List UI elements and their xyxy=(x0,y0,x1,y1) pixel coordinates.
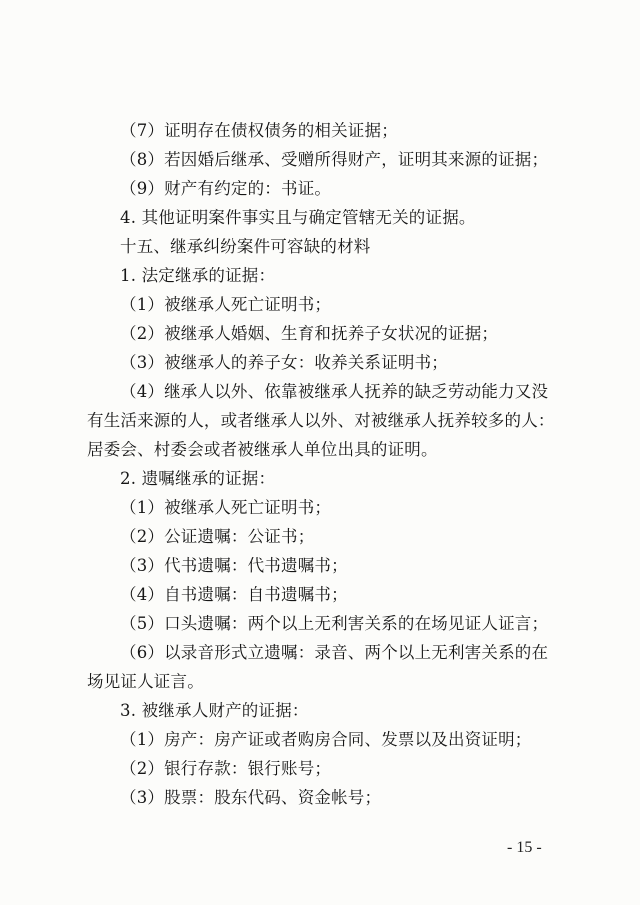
text-line: 1. 法定继承的证据： xyxy=(120,266,276,285)
text-line: 有生活来源的人，或者继承人以外、对被继承人抚养较多的人： xyxy=(87,411,555,430)
text-line: （3）代书遗嘱：代书遗嘱书； xyxy=(120,556,348,575)
page-number: - 15 - xyxy=(507,839,542,856)
document-body xyxy=(87,116,555,812)
text-line: （2）被继承人婚姻、生育和抚养子女状况的证据； xyxy=(120,324,499,343)
text-line: （5）口头遗嘱：两个以上无利害关系的在场见证人证言； xyxy=(120,614,549,633)
text-line: （1）被继承人死亡证明书； xyxy=(120,498,332,517)
text-line: （4）继承人以外、依靠被继承人抚养的缺乏劳动能力又没 xyxy=(120,382,549,401)
text-line: （9）财产有约定的：书证。 xyxy=(120,179,332,198)
text-line: （3）股票：股东代码、资金帐号； xyxy=(120,788,382,807)
text-line: （3）被继承人的养子女：收养关系证明书； xyxy=(120,353,448,372)
text-line: 十五、继承纠纷案件可容缺的材料 xyxy=(120,237,371,256)
text-line: （2）银行存款：银行账号； xyxy=(120,759,332,778)
text-line: 3. 被继承人财产的证据： xyxy=(120,701,309,720)
text-line: （2）公证遗嘱：公证书； xyxy=(120,527,315,546)
text-line: 居委会、村委会或者被继承人单位出具的证明。 xyxy=(87,440,438,459)
text-line: 2. 遗嘱继承的证据： xyxy=(120,469,276,488)
text-line: （1）房产：房产证或者购房合同、发票以及出资证明； xyxy=(120,730,532,749)
text-line: 4. 其他证明案件事实且与确定管辖无关的证据。 xyxy=(120,208,476,227)
text-line: （4）自书遗嘱：自书遗嘱书； xyxy=(120,585,348,604)
text-line: （8）若因婚后继承、受赠所得财产，证明其来源的证据； xyxy=(120,150,549,169)
text-line: （1）被继承人死亡证明书； xyxy=(120,295,332,314)
text-line: 场见证人证言。 xyxy=(87,672,204,691)
text-line: （7）证明存在债权债务的相关证据； xyxy=(120,121,398,140)
text-line: （6）以录音形式立遗嘱：录音、两个以上无利害关系的在 xyxy=(120,643,549,662)
